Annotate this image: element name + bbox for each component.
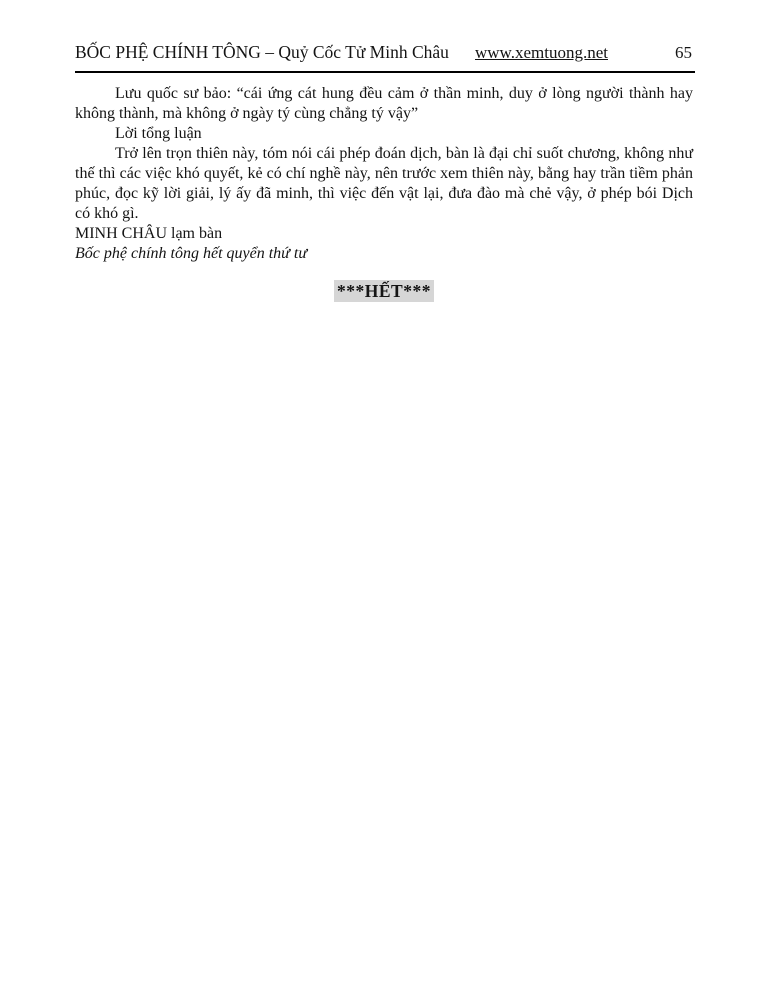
end-marker: ***HẾT*** <box>334 280 434 302</box>
header-title: BỐC PHỆ CHÍNH TÔNG – Quỷ Cốc Tử Minh Châu <box>75 42 449 62</box>
end-marker-row <box>75 280 693 303</box>
header-divider <box>75 71 695 73</box>
paragraph-quote: Lưu quốc sư bảo: “cái ứng cát hung đều cảm ở thần minh, duy ở lòng người thành hay không thành, mà không ở ngày tý cùng chẳng tý vậy” <box>75 85 693 122</box>
paragraph-section-heading: Lời tổng luận <box>115 125 202 142</box>
paragraph-conclusion: Trở lên trọn thiên này, tóm nói cái phép đoán dịch, bàn là đại chỉ suốt chương, không như thế thì các việc khó quyết, kẻ có chí nghề này, nên trước xem thiên này, bằng hay trần tiềm phản phúc, đọc kỹ lời giải, lý ấy đã minh, thì việc đến vật lại, đưa đào mà chẻ vậy, ở phép bói Dịch có khó gì. <box>75 145 693 222</box>
header-website-link[interactable]: www.xemtuong.net <box>475 43 608 62</box>
page-number: 65 <box>675 43 692 62</box>
page-content <box>75 84 693 303</box>
paragraph-author-note: MINH CHÂU lạm bàn <box>75 225 223 242</box>
paragraph-colophon: Bốc phệ chính tông hết quyển thứ tư <box>75 245 308 262</box>
page-header <box>75 42 692 63</box>
